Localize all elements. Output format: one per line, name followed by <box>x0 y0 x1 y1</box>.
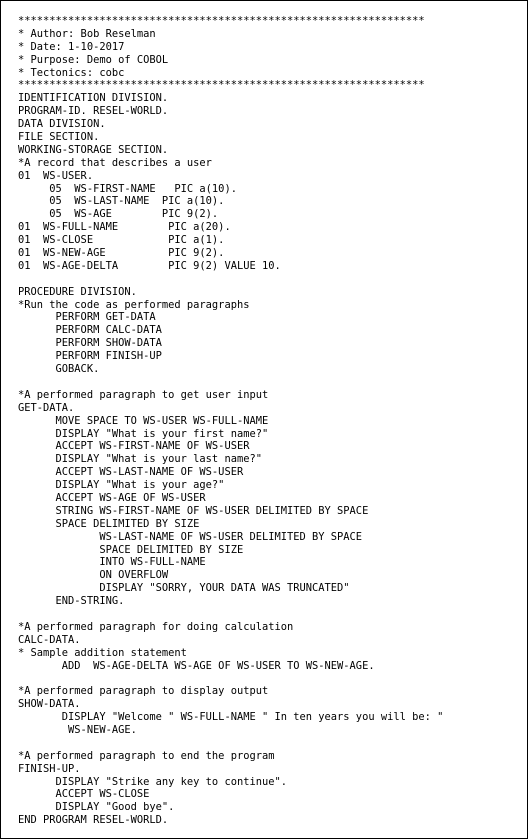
code-line: 01 WS-CLOSE PIC a(1). <box>18 234 225 247</box>
code-line: DISPLAY "What is your last name?" <box>18 453 262 466</box>
code-line: ON OVERFLOW <box>18 569 169 582</box>
code-line: 01 WS-FULL-NAME PIC a(20). <box>18 221 231 234</box>
code-line: WS-NEW-AGE. <box>18 723 137 736</box>
code-line: SPACE DELIMITED BY SIZE <box>18 517 200 530</box>
code-line <box>18 608 443 621</box>
code-line: GOBACK. <box>18 363 100 376</box>
code-line: DISPLAY "What is your age?" <box>18 479 225 492</box>
code-line: GET-DATA. <box>18 401 75 414</box>
code-line: ***************************************************************** <box>18 79 425 92</box>
code-line: 01 WS-NEW-AGE PIC 9(2). <box>18 247 225 260</box>
code-line: DISPLAY "Good bye". <box>18 801 175 814</box>
code-line: * Author: Bob Reselman <box>18 27 156 40</box>
code-line: ACCEPT WS-LAST-NAME OF WS-USER <box>18 466 244 479</box>
code-line: 01 WS-USER. <box>18 169 94 182</box>
code-line: PERFORM FINISH-UP <box>18 350 162 363</box>
code-line: *A record that describes a user <box>18 156 212 169</box>
code-line: PROCEDURE DIVISION. <box>18 285 137 298</box>
code-line: DISPLAY "SORRY, YOUR DATA WAS TRUNCATED" <box>18 582 350 595</box>
code-line: DATA DIVISION. <box>18 118 106 131</box>
code-line: WS-LAST-NAME OF WS-USER DELIMITED BY SPACE <box>18 530 363 543</box>
code-line: PERFORM CALC-DATA <box>18 324 162 337</box>
code-line: SHOW-DATA. <box>18 698 81 711</box>
code-line: 05 WS-LAST-NAME PIC a(10). <box>18 195 225 208</box>
code-line: ACCEPT WS-FIRST-NAME OF WS-USER <box>18 440 250 453</box>
code-line: * Sample addition statement <box>18 646 187 659</box>
code-line: SPACE DELIMITED BY SIZE <box>18 543 244 556</box>
code-line: 01 WS-AGE-DELTA PIC 9(2) VALUE 10. <box>18 259 281 272</box>
code-line: WORKING-STORAGE SECTION. <box>18 143 169 156</box>
code-line: *A performed paragraph to end the program <box>18 749 275 762</box>
code-line <box>18 376 443 389</box>
code-line: 05 WS-AGE PIC 9(2). <box>18 208 219 221</box>
code-line: PROGRAM-ID. RESEL-WORLD. <box>18 105 169 118</box>
code-line: MOVE SPACE TO WS-USER WS-FULL-NAME <box>18 414 269 427</box>
code-line: *A performed paragraph to display output <box>18 685 269 698</box>
code-line: FINISH-UP. <box>18 762 81 775</box>
code-line <box>18 273 443 286</box>
code-line: * Tectonics: cobc <box>18 66 125 79</box>
code-line: PERFORM SHOW-DATA <box>18 337 162 350</box>
code-line: DISPLAY "What is your first name?" <box>18 427 269 440</box>
code-line: ***************************************************************** <box>18 15 425 27</box>
code-line: FILE SECTION. <box>18 131 100 144</box>
code-line: DISPLAY "Strike any key to continue". <box>18 775 287 788</box>
code-line: END-STRING. <box>18 595 125 608</box>
code-line: 05 WS-FIRST-NAME PIC a(10). <box>18 182 237 195</box>
code-line: *Run the code as performed paragraphs <box>18 298 250 311</box>
code-line: * Date: 1-10-2017 <box>18 40 125 53</box>
code-line <box>18 737 443 750</box>
code-line: *A performed paragraph for doing calculation <box>18 620 294 633</box>
code-line: PERFORM GET-DATA <box>18 311 156 324</box>
code-line <box>18 672 443 685</box>
cobol-source-listing <box>18 15 443 827</box>
code-line: *A performed paragraph to get user input <box>18 388 269 401</box>
code-line: STRING WS-FIRST-NAME OF WS-USER DELIMITED BY SPACE <box>18 504 369 517</box>
code-line: IDENTIFICATION DIVISION. <box>18 92 169 105</box>
code-line: ADD WS-AGE-DELTA WS-AGE OF WS-USER TO WS-NEW-AGE. <box>18 659 375 672</box>
code-line: DISPLAY "Welcome " WS-FULL-NAME " In ten years you will be: " <box>18 711 444 724</box>
code-line: ACCEPT WS-AGE OF WS-USER <box>18 491 206 504</box>
code-line: INTO WS-FULL-NAME <box>18 556 206 569</box>
code-line: CALC-DATA. <box>18 633 81 646</box>
code-line: END PROGRAM RESEL-WORLD. <box>18 814 169 827</box>
code-line: ACCEPT WS-CLOSE <box>18 788 150 801</box>
code-line: * Purpose: Demo of COBOL <box>18 53 169 66</box>
